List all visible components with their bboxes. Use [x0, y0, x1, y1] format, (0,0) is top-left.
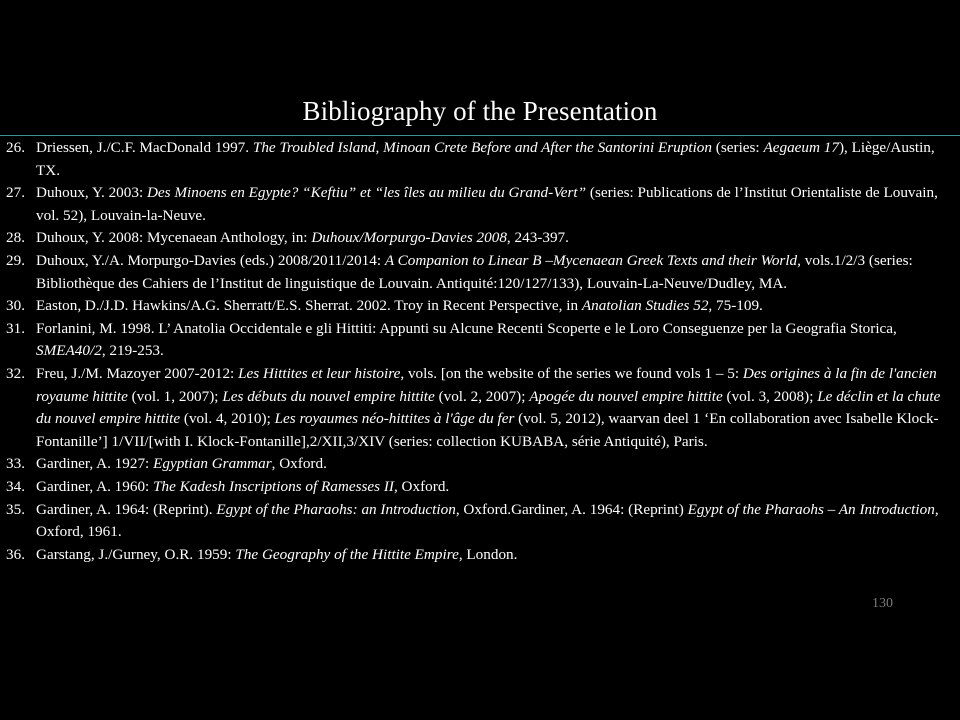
reference-title-italic: Des origines à la fin de l'ancien royaume hittite — [36, 364, 937, 405]
reference-title-italic: SMEA40/2 — [36, 342, 102, 360]
reference-text: Duhoux, Y. 2003: — [36, 184, 147, 202]
reference-title-italic: Duhoux/Morpurgo-Davies 2008 — [311, 229, 507, 247]
reference-text: Forlanini, M. 1998. L’ Anatolia Occidentale e gli Hittiti: Appunti su Alcune Recenti Scoperte e le Loro Conseguenze per la Geografia Storica, — [36, 319, 897, 337]
reference-text: ), Liège/Austin, TX. — [36, 139, 935, 179]
reference-title-italic: Le déclin et la chute du nouvel empire hittite — [36, 387, 941, 428]
reference-text: Duhoux, Y./A. Morpurgo-Davies (eds.) 2008/2011/2014: — [36, 251, 385, 269]
reference-number: 26. — [6, 139, 25, 156]
reference-text: , Oxford. — [393, 477, 450, 495]
reference-title-italic: A Companion to Linear B –Mycenaean Greek Texts and their World, — [384, 251, 801, 269]
reference-item — [6, 295, 946, 318]
reference-item — [6, 363, 946, 453]
reference-number: 35. — [6, 500, 25, 518]
reference-title-italic: The Troubled Island, Minoan Crete Before and After the Santorini Eruption — [252, 139, 712, 156]
reference-text: , Oxford.Gardiner, A. 1964: (Reprint) — [455, 500, 688, 518]
reference-item — [6, 453, 946, 476]
reference-title-italic: Les royaumes néo-hittites à l'âge du fer — [274, 410, 515, 428]
reference-text: , 75-109. — [708, 297, 763, 315]
reference-title-italic: Egypt of the Pharaohs – An Introduction — [687, 500, 935, 518]
reference-number: 28. — [6, 229, 25, 247]
reference-item — [6, 544, 946, 567]
reference-text: (vol. 3, 2008); — [722, 387, 818, 405]
reference-number: 32. — [6, 364, 25, 382]
reference-text: Gardiner, A. 1964: (Reprint). — [36, 500, 217, 518]
reference-item — [6, 137, 946, 182]
reference-text: (vol. 4, 2010); — [180, 410, 275, 428]
reference-number: 34. — [6, 477, 25, 495]
reference-number: 33. — [6, 455, 25, 473]
bibliography-list — [6, 137, 946, 566]
reference-text: (vol. 1, 2007); — [127, 387, 223, 405]
title-divider — [0, 135, 960, 136]
reference-title-italic: The Kadesh Inscriptions of Ramesses II — [153, 477, 394, 495]
reference-text: Gardiner, A. 1927: — [36, 455, 154, 473]
reference-item — [6, 476, 946, 499]
reference-text: , London. — [458, 545, 518, 563]
reference-text: , 219-253. — [101, 342, 164, 360]
reference-text: Gardiner, A. 1960: — [36, 477, 154, 495]
page-number: 130 — [872, 596, 893, 611]
reference-title-italic: Egypt of the Pharaohs: an Introduction — [216, 500, 456, 518]
reference-item — [6, 227, 946, 250]
reference-title-italic: Egyptian Grammar — [153, 455, 272, 473]
reference-text: , Oxford, 1961. — [36, 500, 939, 541]
reference-item — [6, 318, 946, 363]
reference-text: (series: — [712, 139, 764, 156]
reference-number: 31. — [6, 319, 25, 337]
reference-text: Garstang, J./Gurney, O.R. 1959: — [36, 545, 236, 563]
reference-number: 30. — [6, 297, 25, 315]
reference-title-italic: Les Hittites et leur histoire — [238, 364, 401, 382]
reference-text: vols.1/2/3 (series: Bibliothèque des Cahiers de l’Institut de linguistique de Louvain. Antiquité:120/127/133), Louvain-La-Neuve/Dudley, MA. — [36, 251, 913, 292]
reference-text: , vols. [on the website of the series we found vols 1 – 5: — [400, 364, 743, 382]
reference-text: (vol. 5, 2012), waarvan deel 1 ‘En collaboration avec Isabelle Klock-Fontanille’] 1/VII/[with I. Klock-Fontanille],2/XII,3/XIV (series: collection KUBABA, série Antiquité), Paris. — [36, 410, 939, 450]
reference-text: , 243-397. — [506, 229, 569, 247]
reference-text: (series: Publications de l’Institut Orientaliste de Louvain, vol. 52), Louvain-la-Neuve. — [36, 184, 938, 224]
reference-title-italic: Des Minoens en Egypte? “Keftiu” et “les îles au milieu du Grand-Vert” — [146, 184, 587, 202]
reference-title-italic: Anatolian Studies 52 — [581, 297, 709, 315]
reference-text: Driessen, J./C.F. MacDonald 1997. — [36, 139, 253, 156]
reference-title-italic: Les débuts du nouvel empire hittite — [222, 387, 435, 405]
reference-item — [6, 182, 946, 227]
reference-title-italic: Aegaeum 17 — [763, 139, 839, 156]
reference-number: 27. — [6, 184, 25, 202]
reference-title-italic: The Geography of the Hittite Empire — [235, 545, 459, 563]
reference-text: (vol. 2, 2007); — [434, 387, 530, 405]
reference-text: Freu, J./M. Mazoyer 2007-2012: — [36, 364, 239, 382]
reference-number: 36. — [6, 545, 25, 563]
reference-title-italic: Apogée du nouvel empire hittite — [529, 387, 723, 405]
reference-item — [6, 250, 946, 295]
reference-item — [6, 499, 946, 544]
reference-number: 29. — [6, 251, 25, 269]
slide-title: Bibliography of the Presentation — [302, 96, 658, 126]
reference-text: Duhoux, Y. 2008: Mycenaean Anthology, in: — [36, 229, 312, 247]
reference-text: , Oxford. — [271, 455, 327, 473]
reference-text: Easton, D./J.D. Hawkins/A.G. Sherratt/E.S. Sherrat. 2002. Troy in Recent Perspective, in — [36, 297, 582, 315]
